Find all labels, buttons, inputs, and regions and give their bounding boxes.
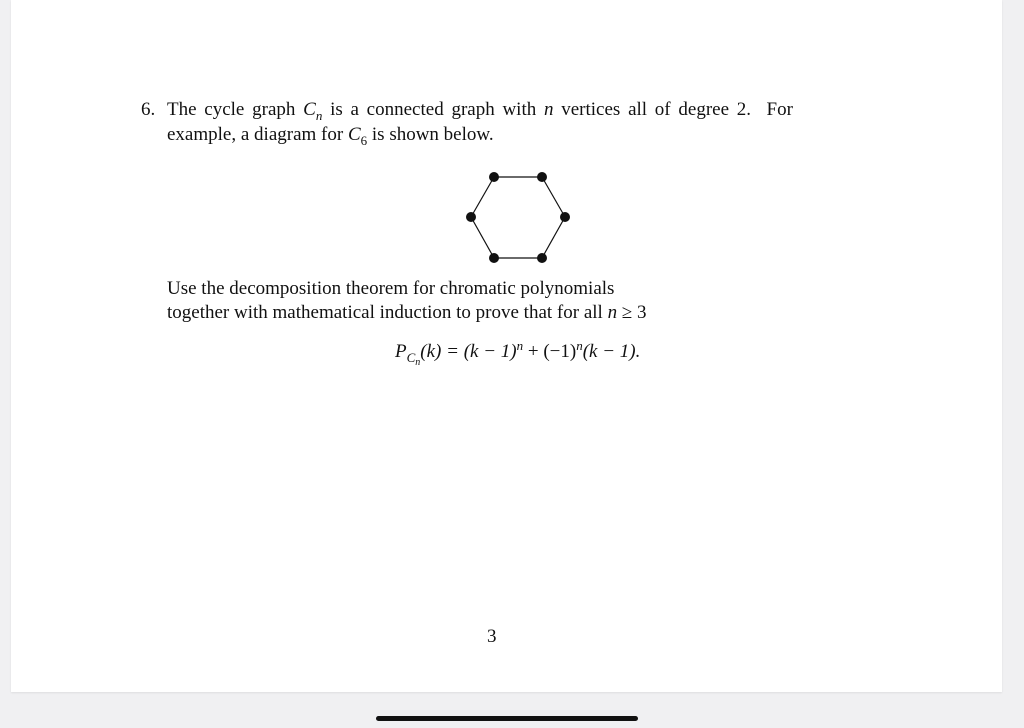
problem-line-1: 6. The cycle graph $C_n$ is a connected graph with n vertices all of degree 2. For	[141, 99, 793, 123]
instruction-text	[167, 277, 787, 325]
instruction-line-2: together with mathematical induction to prove that for all n ≥ 3	[167, 302, 647, 323]
graph-edge	[542, 177, 565, 217]
graph-vertex	[489, 253, 499, 263]
graph-vertex	[560, 212, 570, 222]
home-indicator[interactable]	[376, 716, 638, 721]
graph-vertex	[537, 172, 547, 182]
instruction-line-1: Use the decomposition theorem for chromatic polynomials	[167, 278, 615, 299]
graph-edge	[542, 217, 565, 258]
graph-vertex	[489, 172, 499, 182]
problem-line-2: example, a diagram for $C_6$ is shown below.	[167, 124, 494, 148]
problem-number: 6.	[141, 99, 156, 120]
cycle-graph-c6	[458, 165, 578, 269]
graph-vertex	[466, 212, 476, 222]
graph-edge	[471, 217, 494, 258]
graph-vertex	[537, 253, 547, 263]
page-number: 3	[487, 626, 497, 647]
c6-symbol: $C_6$	[347, 124, 368, 148]
chromatic-polynomial-formula: $P_{Cn}(k) = (k - 1)^n + (-1)^n(k - 1)$.	[395, 338, 641, 368]
problem-statement	[141, 98, 881, 148]
graph-edge	[471, 177, 494, 217]
cn-symbol: $C_n$	[303, 99, 323, 123]
